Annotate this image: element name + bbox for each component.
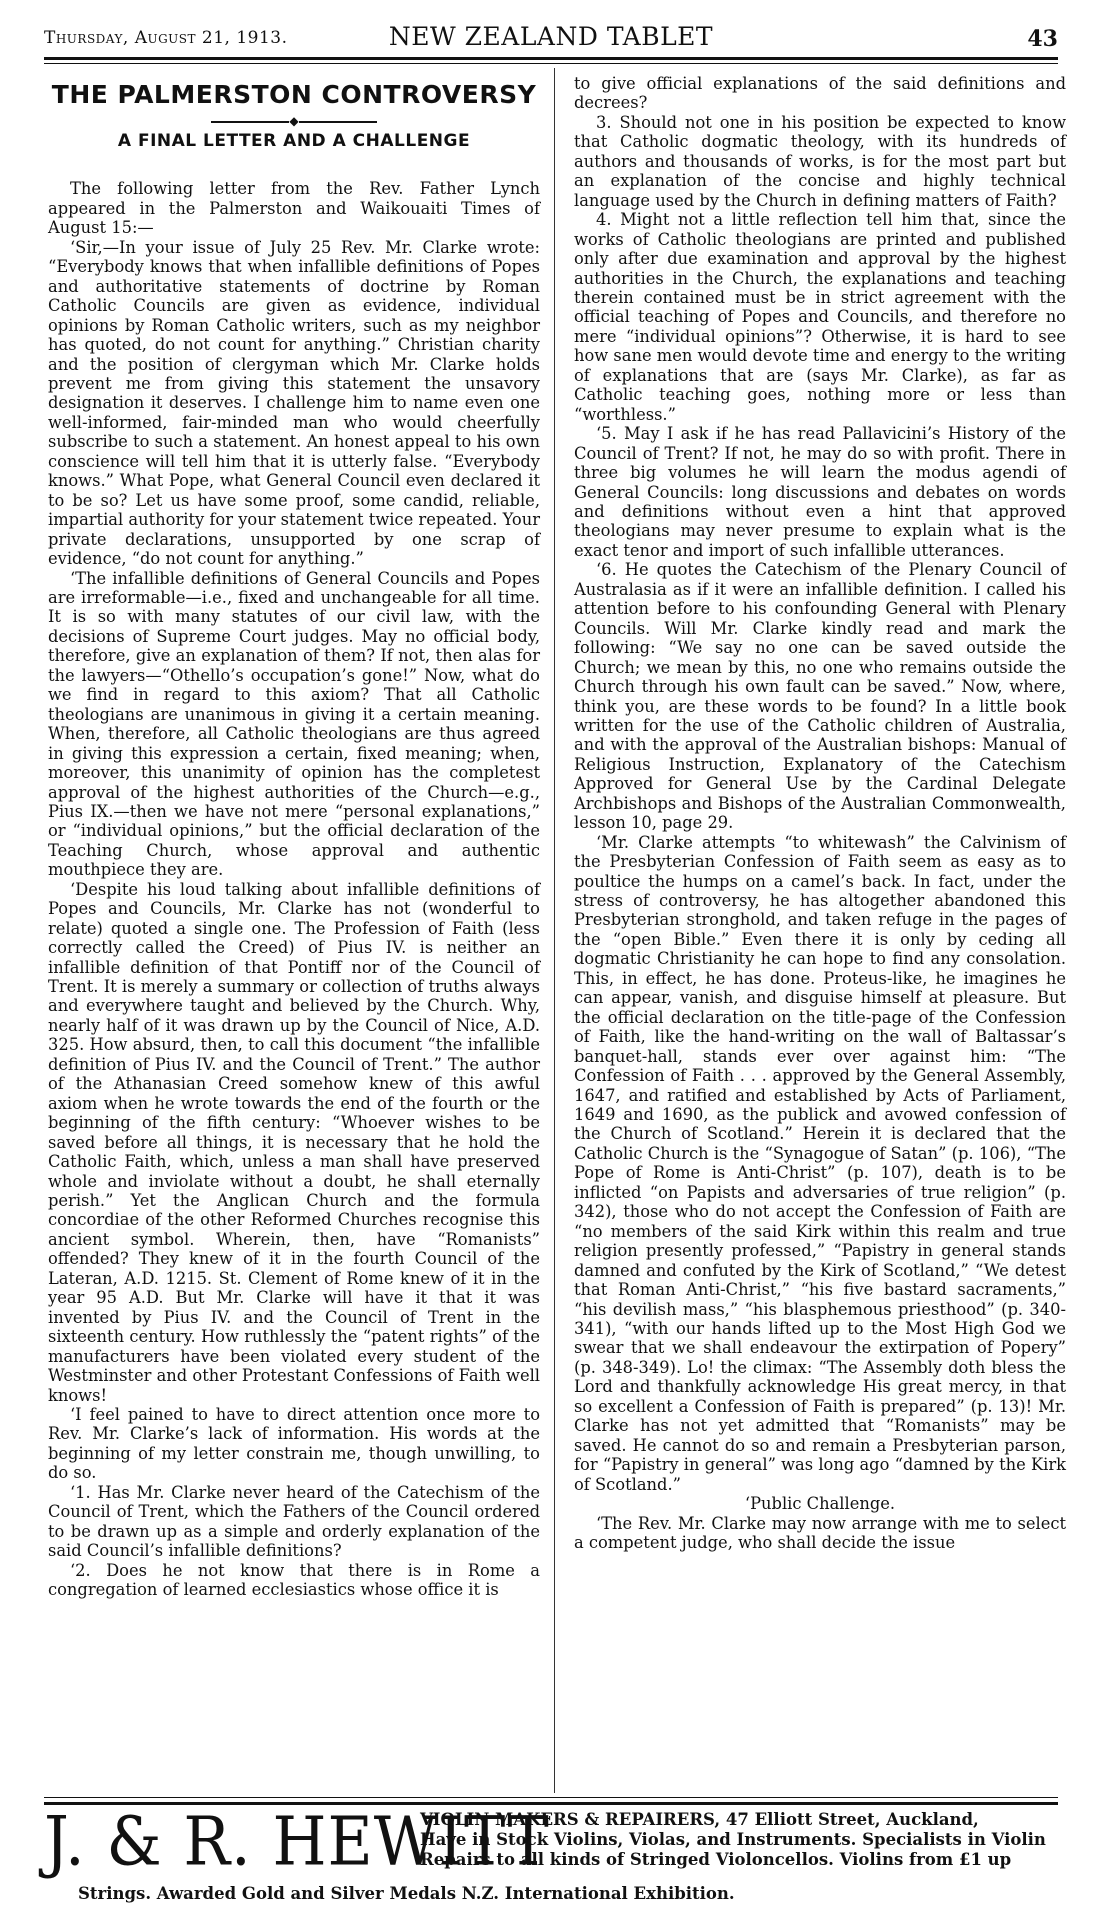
paragraph: ‘1. Has Mr. Clarke never heard of the Catechism of the Council of Trent, which the Fathers of the Council ordered to be drawn up as a simple and orderly explanation of the said Council’s infallible definitions? (48, 1482, 540, 1561)
advert-line: VIOLIN MAKERS & REPAIRERS, 47 Elliott Street, Auckland, (420, 1810, 979, 1829)
paragraph: The following letter from the Rev. Father Lynch appeared in the Palmerston and Waikouaiti Times of August 15:— (48, 179, 540, 238)
paragraph: ‘Sir,—In your issue of July 25 Rev. Mr. Clarke wrote: “Everybody knows that when infallible definitions of Popes and authoritative statements of doctrine by Roman Catholic Councils are given as evidence, individual opinions by Roman Catholic writers, such as my neighbor has quoted, do not count for anything.” Christian charity and the position of clergyman which Mr. Clarke holds prevent me from giving this statement the unsavory designation it deserves. I challenge him to name even one well-informed, fair-minded man who would cheerfully subscribe to such a statement. An honest appeal to his own conscience will tell him that it is utterly false. “Everybody knows.” What Pope, what General Council even declared it to be so? Let us have some proof, some candid, reliable, impartial authority for your statement twice repeated. Your private declarations, unsupported by one scrap of evidence, “do not count for anything.” (48, 237, 540, 569)
publication-title: NEW ZEALAND TABLET (388, 22, 714, 51)
diamond-ornament-icon: ◆ (289, 114, 299, 128)
advertisement (44, 1802, 1058, 1904)
left-column (48, 74, 540, 1600)
article-subheadline: A FINAL LETTER AND A CHALLENGE (117, 131, 471, 151)
paragraph: ‘6. He quotes the Catechism of the Plenary Council of Australasia as if it were an infallible definition. I called his attention before to his confounding General with Plenary Councils. Will Mr. Clarke kindly read and mark the following: “We say no one can be saved outside the Church; we mean by this, no one who remains outside the Church through his own fault can be saved.” Now, where, think you, are these words to be found? In a little book written for the use of the Catholic children of Australia, and with the approval of the Australian bishops: Manual of Religious Instruction, Explanatory of the Catechism Approved for General Use by the Cardinal Delegate Archbishops and Bishops of the Australian Commonwealth, lesson 10, page 29. (574, 560, 1066, 833)
advert-line: Strings. Awarded Gold and Silver Medals N.Z. International Exhibition. (78, 1884, 735, 1903)
masthead-rule-thin (44, 63, 1058, 64)
masthead (44, 22, 1058, 52)
paragraph: ‘Mr. Clarke attempts “to whitewash” the Calvinism of the Presbyterian Confession of Faith seem as easy as to poultice the humps on a camel’s back. In fact, under the stress of controversy, he has altogether abandoned this Presbyterian stronghold, and taken refuge in the pages of the “open Bible.” Even there it is only by ceding all dogmatic Christianity he can hope to find any consolation. This, in effect, he has done. Proteus-like, he imagines he can appear, vanish, and disguise himself at pleasure. But the official declaration on the title-page of the Confession of Faith, like the hand-writing on the wall of Baltassar’s banquet-hall, stands ever over against him: “The Confession of Faith . . . approved by the General Assembly, 1647, and ratified and established by Acts of Parliament, 1649 and 1690, as the publick and avowed confession of the Church of Scotland.” Herein it is declared that the Catholic Church is the “Synagogue of Satan” (p. 106), “The Pope of Rome is Anti-Christ” (p. 107), death is to be inflicted “on Papists and adversaries of true religion” (p. 342), those who do not accept the Confession of Faith are “no members of the said Kirk within this realm and true religion presently professed,” “Papistry in general stands damned and confuted by the Kirk of Scotland,” “We detest that Roman Anti-Christ,” “his five bastard sacraments,” “his devilish mass,” “his blasphemous priesthood” (p. 340-341), “with our hands lifted up to the Most High God we swear that we shall endeavour the extirpation of Popery” (p. 348-349). Lo! the climax: “The Assembly doth bless the Lord and thankfully acknowledge His great mercy, in that so excellent a Confession of Faith is prepared” (p. 13)! Mr. Clarke has not yet admitted that “Romanists” may be saved. He cannot do so and remain a Presbyterian parson, for “Papistry in general” was long ago “damned by the Kirk of Scotland.” (574, 832, 1066, 1494)
issue-date: Thursday, August 21, 1913. (44, 28, 288, 48)
advert-line: Have in Stock Violins, Violas, and Instruments. Specialists in Violin (420, 1830, 1046, 1849)
section-heading: ‘Public Challenge. (744, 1494, 896, 1514)
paragraph: ‘The Rev. Mr. Clarke may now arrange with me to select a competent judge, who shall decide the issue (574, 1513, 1066, 1552)
paragraph: ‘5. May I ask if he has read Pallavicini’s History of the Council of Trent? If not, he may do so with profit. There in three big volumes he will learn the modus agendi of General Councils: long discussions and debates on words and definitions without even a hint that approved theologians may never presume to explain what is the exact tenor and import of such infallible utterances. (574, 424, 1066, 560)
right-column (574, 74, 1066, 1552)
advert-text (420, 1810, 1058, 1870)
advert-line: Repairs to all kinds of Stringed Violoncellos. Violins from £1 up (420, 1850, 1012, 1869)
paragraph: ‘I feel pained to have to direct attention once more to Rev. Mr. Clarke’s lack of information. His words at the beginning of my letter constrain me, though unwilling, to do so. (48, 1405, 540, 1483)
paragraph: ‘2. Does he not know that there is in Rome a congregation of learned ecclesiastics whose office it is (48, 1560, 540, 1600)
paragraph: 4. Might not a little reflection tell him that, since the works of Catholic theologians are printed and published only after due examination and approval by the highest authorities in the Church, the explanations and teaching therein contained must be in strict agreement with the official teaching of Popes and Councils, and therefore no mere “individual opinions”? Otherwise, it is hard to see how sane men would devote time and energy to the writing of explanations that are (says Mr. Clarke), as far as Catholic teaching goes, nothing more or less than “worthless.” (574, 210, 1066, 424)
headline-ornament (48, 114, 540, 128)
advert-rule-thin (44, 1797, 1058, 1798)
paragraph: to give official explanations of the said definitions and decrees? (574, 74, 1066, 113)
column-separator (554, 68, 555, 1793)
advertiser-name: J. & R. HEWITT (44, 1802, 550, 1881)
article-headline: THE PALMERSTON CONTROVERSY (51, 80, 537, 109)
paragraph: 3. Should not one in his position be expected to know that Catholic dogmatic theology, with its hundreds of authors and thousands of works, is for the most part but an explanation of the concise and highly technical language used by the Church in defining matters of Faith? (574, 112, 1066, 210)
paragraph: ‘The infallible definitions of General Councils and Popes are irreformable—i.e., fixed and unchangeable for all time. It is so with many statutes of our civil law, with the decisions of Supreme Court judges. May no official body, therefore, give an explanation of them? If not, then alas for the lawyers—“Othello’s occupation’s gone!” Now, what do we find in regard to this axiom? That all Catholic theologians are unanimous in giving it a certain meaning. When, therefore, all Catholic theologians are thus agreed in giving this expression a certain, fixed meaning; when, moreover, this unanimity of opinion has the completest approval of the highest authorities of the Church—e.g., Pius IX.—then we have not mere “personal explanations,” or “individual opinions,” but the official declaration of the Teaching Church, whose approval and authentic mouthpiece they are. (48, 568, 540, 880)
paragraph: ‘Despite his loud talking about infallible definitions of Popes and Councils, Mr. Clarke has not (wonderful to relate) quoted a single one. The Profession of Faith (less correctly called the Creed) of Pius IV. is neither an infallible definition of that Pontiff nor of the Council of Trent. It is merely a summary or collection of truths always and everywhere taught and believed by the Church. Why, nearly half of it was drawn up by the Council of Nice, A.D. 325. How absurd, then, to call this document “the infallible definition of Pius IV. and the Council of Trent.” The author of the Athanasian Creed somehow knew of this awful axiom when he wrote towards the end of the fourth or the beginning of the fifth century: “Whoever wishes to be saved before all things, it is necessary that he hold the Catholic Faith, which, unless a man shall have preserved whole and inviolate without a doubt, he shall eternally perish.” Yet the Anglican Church and the formula concordiae of the other Reformed Churches recognise this ancient symbol. Wherein, then, have “Romanists” offended? They knew of it in the fourth Council of the Lateran, A.D. 1215. St. Clement of Rome knew of it in the year 95 A.D. But Mr. Clarke will have it that it was invented by Pius IV. and the Council of Trent in the sixteenth century. How ruthlessly the “patent rights” of the manufacturers have been violated every student of the Westminster and other Protestant Confessions of Faith well knows! (48, 879, 540, 1405)
page-number: 43 (1027, 26, 1058, 52)
masthead-rule-thick (44, 57, 1058, 60)
